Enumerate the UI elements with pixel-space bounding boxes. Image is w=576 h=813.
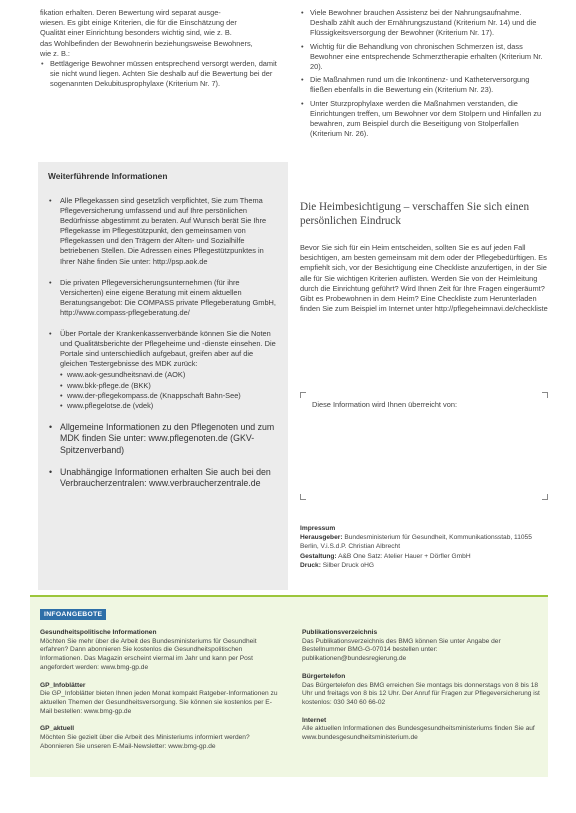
offer-block (302, 717, 542, 743)
info-item (48, 196, 278, 267)
further-info-title: Weiterführende Informationen (48, 171, 168, 181)
impressum-value: Bundesministerium für Gesundheit, Kommunikationsstab, 11055 Berlin, V.i.S.d.P. Christian Albrecht (300, 534, 532, 551)
info-offers-box (30, 595, 548, 777)
info-item-text: Über Portale der Krankenkassenverbände können Sie die Noten und Qualitätsberichte der Pflegeheime und -dienste einsehen. Die Portale sind unterschiedlich aufgebaut, greifen aber auf die gleichen Testergebnisse des MDK zurück: (60, 329, 276, 369)
impressum-value: Silber Druck oHG (320, 561, 375, 569)
info-offers-left-column (40, 629, 280, 760)
offer-title: Gesundheitspolitische Informationen (40, 629, 157, 636)
corner-mark (300, 392, 306, 398)
offer-text: Das Publikationsverzeichnis des BMG können Sie unter Angabe der Bestellnummer BMG-G-07014 bestellen unter: publikationen@bundesregierung.de (302, 637, 501, 663)
criteria-bullets (300, 8, 548, 142)
info-item-text: Die privaten Pflegeversicherungsunternehmen (für ihre Versicherten) eine eigene Beratung mit einem aktuellen Beratungsangebot: Die COMPASS private Pflegeberatung GmbH, http://www.compass-pflegeberatung.de/ (60, 277, 276, 317)
corner-mark (542, 392, 548, 398)
info-offers-right-column (302, 629, 542, 752)
impressum-label: Gestaltung: (300, 552, 337, 560)
portal-link[interactable]: • www.pflegelotse.de (vdek) (60, 401, 278, 411)
intro-bullets (40, 59, 288, 90)
info-item (48, 329, 278, 411)
criteria-bullet: • Die Maßnahmen rund um die Inkontinenz- und Katheterversorgung fließen ebenfalls in die Bewertung ein (Kriterium Nr. 23). (300, 75, 548, 95)
visit-body: Bevor Sie sich für ein Heim entscheiden, sollten Sie es auf jeden Fall besichtigen, am besten gemeinsam mit dem oder der Pflegebedürftigen. Es empfiehlt sich, vor der Besichtigung eine Checkliste anzufertigen, in der Sie alle für Sie wichtigen Kriterien auflisten. Werden Sie von der Heimleitung durch die Einrichtung geführt? Wird Ihnen Zeit für Ihre Fragen eingeräumt? Gibt es Probewohnen in dem Heim? Eine Checkliste zum Herunterladen finden Sie zum Beispiel im Internet unter http://pflegeheimnavi.de/checkliste (300, 243, 548, 314)
handed-over-by-label: Diese Information wird Ihnen überreicht von: (312, 400, 458, 409)
offer-title: GP_aktuell (40, 725, 75, 733)
offer-title: Publikationsverzeichnis (302, 629, 378, 636)
further-info-list (48, 196, 278, 501)
info-item-text: Alle Pflegekassen sind gesetzlich verpflichtet, Sie zum Thema Pflegeversicherung umfassend und auf Ihre persönlichen Bedürfnisse abgestimmt zu beraten. Auf Wunsch berät Sie Ihre Pflegekasse im Pflegestützpunkt, den gemeinsamen von Pflegekassen und den Trägern der Alten- und Sozialhilfe betriebenen Stellen. Die Adressen eines Pflegestützpunktes in Ihrer Nähe finden Sie unter: http://psp.aok.de (60, 196, 267, 266)
impressum-row (300, 561, 548, 570)
offer-text: Möchten Sie mehr über die Arbeit des Bundesministeriums für Gesundheit erfahren? Dann abonnieren Sie kostenlos die Gesundheitspolitischen Informationen. Das Magazin erscheint viermal im Jahr und kann per Post angefordert werden: www.bmg-gp.de (40, 637, 257, 671)
offer-title: Bürgertelefon (302, 672, 346, 680)
criteria-bullet: • Viele Bewohner brauchen Assistenz bei der Nahrungsaufnahme. Deshalb zählt auch der Ernährungszustand (Kriterium Nr. 14) und die Flüssigkeitsversorgung der Bewohner (Kriterium Nr. 17). (300, 8, 548, 39)
offer-title: Internet (302, 716, 327, 724)
intro-line: wie z. B.: (40, 48, 70, 58)
offer-block (40, 629, 280, 673)
impressum-label: Druck: (300, 561, 321, 569)
intro-line: wiesen. Es gibt einige Kriterien, die für die Einschätzung der (40, 18, 237, 28)
info-offers-tab: INFOANGEBOTE (40, 609, 106, 620)
info-item-text: Allgemeine Informationen zu den Pflegenoten und zum MDK finden Sie unter: www.pflegenoten.de (GKV-Spitzenverband) (60, 421, 275, 455)
impressum-label: Herausgeber: (300, 534, 343, 542)
intro-bullet: • Bettlägerige Bewohner müssen entsprechend versorgt werden, damit sie nicht wund liegen. Achten Sie deshalb auf die Bewertung bei der sogenannten Dekubitusprophylaxe (Kriterium Nr. 7). (40, 59, 288, 90)
intro-text-block (40, 8, 288, 93)
corner-mark (300, 494, 306, 500)
further-info-box (38, 162, 288, 590)
portal-link[interactable]: • www.aok-gesundheitsnavi.de (AOK) (60, 370, 278, 380)
impressum-row (300, 552, 548, 561)
info-item (48, 278, 278, 318)
visit-heading: Die Heimbesichtigung – verschaffen Sie sich einen persönlichen Eindruck (300, 201, 530, 228)
impressum-value: A&B One Satz: Atelier Hauer + Dörfler GmbH (336, 552, 471, 560)
corner-mark (542, 494, 548, 500)
portal-link[interactable]: • www.der-pflegekompass.de (Knappschaft Bahn-See) (60, 391, 278, 401)
offer-title: GP_Infoblätter (40, 681, 86, 689)
impressum-title: Impressum (300, 525, 336, 532)
offer-block (40, 725, 280, 751)
intro-line: fikation erhalten. Deren Bewertung wird separat ausge- (40, 8, 221, 17)
offer-block (302, 673, 542, 708)
criteria-bullet: • Wichtig für die Behandlung von chronischen Schmerzen ist, dass Bewohner eine entsprechende Schmerztherapie erhalten (Kriterium Nr. 20). (300, 42, 548, 73)
info-item (48, 422, 278, 456)
offer-block (40, 682, 280, 717)
info-item-text: Unabhängige Informationen erhalten Sie auch bei den Verbraucherzentralen: www.verbraucherzentrale.de (60, 467, 271, 489)
offer-text: Alle aktuellen Informationen des Bundesgesundheitsministeriums finden Sie auf www.bundesgesundheitsministerium.de (302, 725, 535, 742)
offer-text: Das Bürgertelefon des BMG erreichen Sie montags bis donnerstags von 8 bis 18 Uhr und freitags von 8 bis 12 Uhr. Der Anruf für Fragen zur Pflegeversicherung ist kostenlos: 030 340 60 66-02 (302, 681, 540, 706)
impressum (300, 524, 548, 570)
offer-text: Möchten Sie gezielt über die Arbeit des Ministeriums informiert werden? Abonnieren Sie unseren E-Mail-Newsletter: www.bmg-gp.de (40, 734, 250, 750)
portal-link[interactable]: • www.bkk-pflege.de (BKK) (60, 381, 278, 391)
portal-link-list (60, 370, 278, 410)
handed-over-by-box (300, 392, 548, 500)
intro-line: Qualität einer Einrichtung besonders wichtig sind, wie z. B. (40, 28, 232, 38)
criteria-bullet: • Unter Sturzprophylaxe werden die Maßnahmen verstanden, die Einrichtungen treffen, um Bewohner vor dem Stolpern und Hinfallen zu bewahren, zum Beispiel durch die Beseitigung von Stolperfallen (Kriterium Nr. 26). (300, 99, 548, 140)
info-item (48, 467, 278, 490)
impressum-row (300, 533, 548, 551)
intro-line: das Wohlbefinden der Bewohnerin beziehungsweise Bewohners, (40, 38, 253, 48)
offer-text: Die GP_Infoblätter bieten Ihnen jeden Monat kompakt Ratgeber-Informationen zu aktuellen Themen der Gesundheitsversorgung. Sie können sie kostenlos per E-Mail bestellen: www.bmg-gp.de (40, 690, 278, 715)
offer-block (302, 629, 542, 664)
